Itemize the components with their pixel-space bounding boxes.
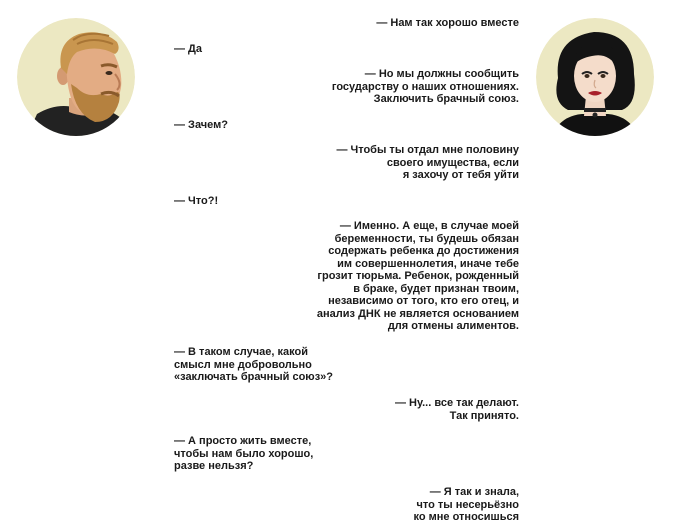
dialogue-line-her: — Нам так хорошо вместе — [376, 17, 519, 29]
dialogue-line-her: — Но мы должны сообщить государству о наших отношениях. Заключить брачный союз. — [331, 68, 519, 105]
dialogue-line-her: — Именно. А еще, в случае моей беременности, ты будешь обязан содержать ребенка до достижения им совершеннолетия, иначе тебе грозит тюрьма. Ребенок, рожденный в браке, будет признан твоим, независимо от того, кто его отец, и анализ ДНК не является основанием для отмены алиментов. — [316, 220, 519, 332]
dialogue-line-her: — Ну... все так делают. Так принято. — [394, 397, 519, 422]
dialogue-line-him: — А просто жить вместе, чтобы нам было хорошо, разве нельзя? — [174, 435, 314, 472]
dialogue-line-him: — В таком случае, какой смысл мне добровольно «заключать брачный союз»? — [174, 346, 334, 383]
dialogue-line-her: — Я так и знала, что ты несерьёзно ко мне относишься — [413, 486, 519, 523]
dialogue-line-her: — Чтобы ты отдал мне половину своего имущества, если я захочу от тебя уйти — [336, 144, 519, 181]
woman-avatar-icon — [536, 18, 654, 136]
man-avatar-icon — [17, 18, 135, 136]
dialogue-line-him: — Да — [174, 43, 203, 55]
dialogue-line-him: — Зачем? — [174, 119, 229, 131]
dialogue-line-him: — Что?! — [174, 195, 219, 207]
